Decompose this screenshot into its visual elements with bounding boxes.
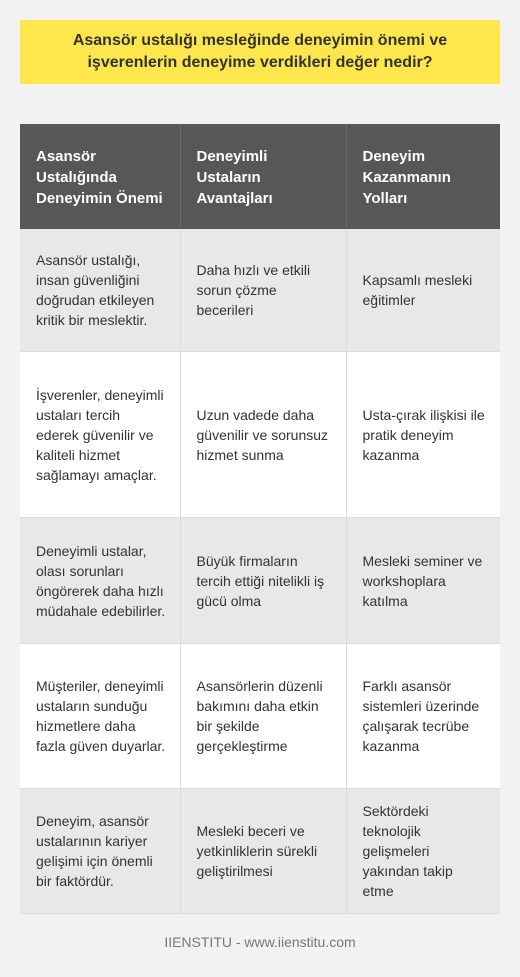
title-banner [20,20,500,84]
table-cell: Daha hızlı ve etkili sorun çözme becerileri [180,229,346,352]
table-cell: Deneyimli ustalar, olası sorunları öngörerek daha hızlı müdahale edebilirler. [20,518,180,644]
table-cell: Farklı asansör sistemleri üzerinde çalışarak tecrübe kazanma [346,644,500,789]
column-header: Asansör Ustalığında Deneyimin Önemi [20,124,180,229]
table-cell: Asansörlerin düzenli bakımını daha etkin bir şekilde gerçekleştirme [180,644,346,789]
column-header: Deneyim Kazanmanın Yolları [346,124,500,229]
table-row [20,518,500,644]
table-row [20,644,500,789]
table-header-row [20,124,500,229]
table-row [20,789,500,914]
table-row [20,229,500,352]
table-row [20,352,500,518]
page-title: Asansör ustalığı mesleğinde deneyimin önemi ve işverenlerin deneyime verdikleri değer nedir? [72,32,448,71]
table-cell: Mesleki beceri ve yetkinliklerin sürekli geliştirilmesi [180,789,346,914]
comparison-table-container [20,124,500,914]
table-cell: Kapsamlı mesleki eğitimler [346,229,500,352]
table-cell: Müşteriler, deneyimli ustaların sunduğu hizmetlere daha fazla güven duyarlar. [20,644,180,789]
table-cell: Usta-çırak ilişkisi ile pratik deneyim kazanma [346,352,500,518]
footer-credit: IIENSTITU - www.iienstitu.com [164,934,356,950]
table-cell: Asansör ustalığı, insan güvenliğini doğrudan etkileyen kritik bir meslektir. [20,229,180,352]
table-cell: İşverenler, deneyimli ustaları tercih ederek güvenilir ve kaliteli hizmet sağlamayı amaçlar. [20,352,180,518]
table-cell: Büyük firmaların tercih ettiği nitelikli iş gücü olma [180,518,346,644]
comparison-table [20,124,500,914]
table-cell: Uzun vadede daha güvenilir ve sorunsuz hizmet sunma [180,352,346,518]
column-header: Deneyimli Ustaların Avantajları [180,124,346,229]
table-cell: Sektördeki teknolojik gelişmeleri yakından takip etme [346,789,500,914]
table-cell: Mesleki seminer ve workshoplara katılma [346,518,500,644]
table-cell: Deneyim, asansör ustalarının kariyer gelişimi için önemli bir faktördür. [20,789,180,914]
